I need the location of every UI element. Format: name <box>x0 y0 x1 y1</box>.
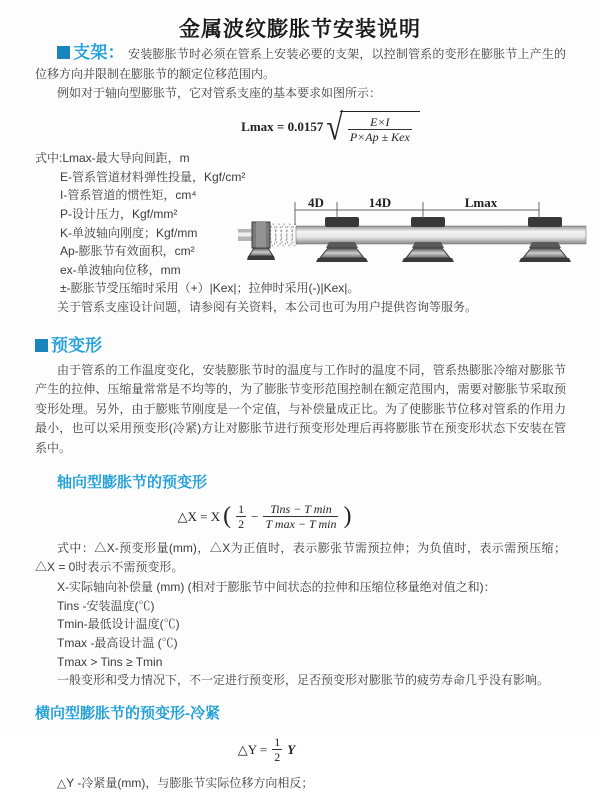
variable-line: Tmax > Tins ≥ Tmin <box>57 654 163 669</box>
variable-line: Tins -安装温度(℃) <box>57 598 155 613</box>
formula1-lhs: Lmax = 0.0157 <box>241 119 324 135</box>
formula2-variables <box>35 578 566 672</box>
dim-label-lmax: Lmax <box>464 195 498 210</box>
formula3-lhs: △Y = <box>237 741 268 757</box>
definition-line: 式中:Lmax-最大导向间距，m <box>35 151 190 166</box>
section-heading-support-label: 支架： <box>73 43 125 62</box>
minus-sign: − <box>251 508 259 524</box>
section-marker-icon <box>57 46 70 59</box>
definition-line: ±-膨胀节受压缩时采用（+）|Kex|；拉伸时采用(-)|Kex|。 <box>60 281 360 296</box>
formula2-half-num: 1 <box>238 502 245 517</box>
sqrt-icon: √ <box>326 106 343 149</box>
document-body <box>35 43 566 793</box>
section-heading-predeform <box>35 331 566 356</box>
definition-line: I-管系管道的惯性矩，cm⁴ <box>60 188 197 203</box>
bellows-icon <box>270 224 297 246</box>
formula3-denominator: 2 <box>274 750 281 765</box>
variable-line: Tmax -最高设计温 (℃) <box>57 635 178 650</box>
subsection-heading-axial: 轴向型膨胀节的预变形 <box>57 474 208 492</box>
dim-label-14d: 14D <box>368 195 392 210</box>
definition-line: ex-单波轴向位移，mm <box>60 262 181 277</box>
formula1-denominator: P×Ap ± Kex <box>349 129 410 144</box>
close-paren: ) <box>343 503 352 530</box>
formula2-numerator: Tins − T min <box>270 502 332 517</box>
formula3-rhs: Y <box>287 741 296 757</box>
support-example-line: 例如对于轴向型膨胀节，它对管系支座的基本要求如图所示： <box>57 86 382 100</box>
support-intro-paragraph <box>35 43 566 84</box>
pipe-support-diagram <box>238 194 590 290</box>
definition-line: E-管系管道材料弹性投量，Kgf/cm² <box>60 169 246 184</box>
definition-line: Ap-膨胀节有效面积，cm² <box>60 244 195 259</box>
lateral-predeform-formula <box>1 735 532 765</box>
axial-note-line: 一般变形和受力情况下，不一定进行预变形，足否预变形对膨胀节的疲劳寿命几乎没有影响。 <box>57 673 550 688</box>
page-title: 金属波纹膨胀节安装说明 <box>179 18 421 41</box>
open-paren: ( <box>223 503 232 530</box>
definition-line: K-单波轴向刚度；Kgf/mm <box>60 225 198 240</box>
formula3-numerator: 1 <box>274 734 281 749</box>
formula2-half-den: 2 <box>238 517 245 532</box>
section-marker-icon <box>35 339 48 352</box>
dim-label-4d: 4D <box>308 195 324 210</box>
subsection-heading-lateral: 横向型膨胀节的预变形-冷紧 <box>35 704 220 722</box>
guide-spacing-formula <box>65 106 596 149</box>
pipe-support-diagram-svg <box>238 194 590 290</box>
formula2-lhs: △X = X <box>177 508 221 524</box>
section-heading-predeform-label: 预变形 <box>51 335 102 355</box>
variable-line: Tmin-最低设计温度(℃) <box>57 617 180 632</box>
axial-predeform-formula <box>0 502 530 532</box>
predeform-paragraph: 由于管系的工作温度变化，安装膨胀节时的温度与工作时的温度不同，管系热膨胀冷缩对膨胀节产生的拉伸、压缩量常常是不均等的，为了膨胀节变形范围控制在额定范围内，需要对膨胀节采取预变形处理。另外，由于膨账节刚度是一个定值，与补偿量成正比。为了使膨胀节位移对管系的作用力最小，也可以采用预变形(冷紧)方让对膨胀节进行预变形处理后再将膨胀节在预变形状态下安装在管系中。 <box>35 362 566 455</box>
section-heading-support <box>57 43 125 62</box>
radical <box>326 106 419 149</box>
definition-line: P-设计压力，Kgf/mm² <box>60 207 178 222</box>
formula2-denominator: T max − T min <box>265 517 337 532</box>
pipe <box>296 226 586 244</box>
support-consult-line: 关于管系支座设计问题，请参阅有关资料，本公司也可为用户提供咨询等服务。 <box>57 300 478 315</box>
support-intro-text: 安装膨胀节时必须在管系上安装必要的支架，以控制管系的变形在膨胀节上产生的位移方向并限制在膨胀节的额定位移范围内。 <box>35 47 566 81</box>
lateral-note-line: △Y -冷紧量(mm)，与膨胀节实际位移方向相反； <box>57 775 314 790</box>
formula1-numerator: E×I <box>370 114 390 129</box>
variable-line: X-实际轴向补偿量 (mm) (相对于膨胀节中间状态的拉伸和压缩位移量绝对值之和)： <box>57 579 496 594</box>
formula2-explain: 式中：△X-预变形量(mm)，△X为正值时，表示膨张节需预拉伸；为负值时，表示需预压缩；△X = 0时表示不需预变形。 <box>35 540 566 575</box>
